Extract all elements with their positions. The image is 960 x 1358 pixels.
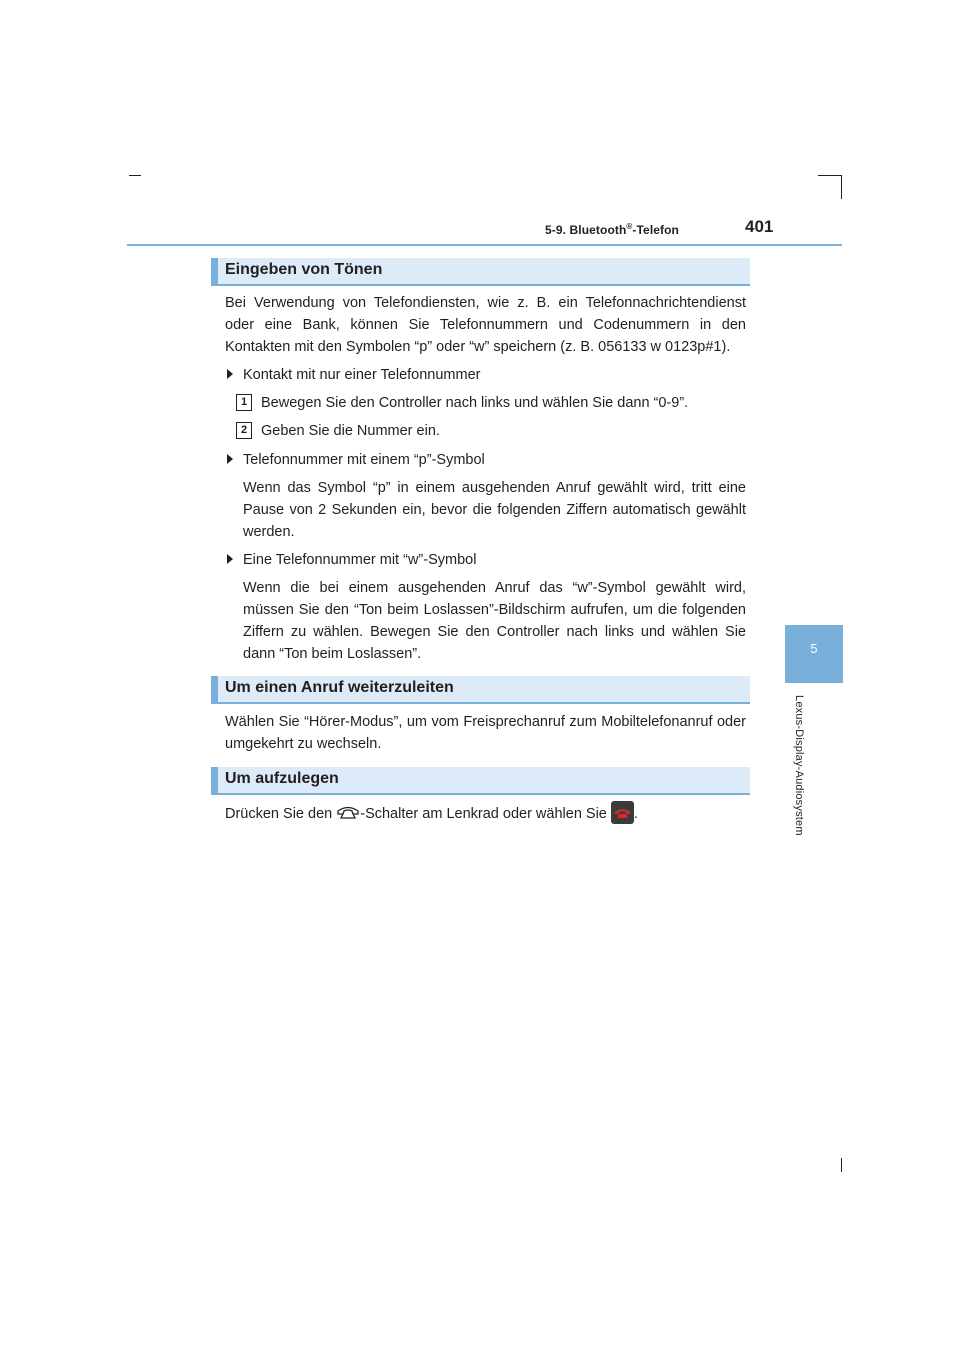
step-text: Geben Sie die Nummer ein. bbox=[261, 423, 440, 439]
bullet-triangle-icon bbox=[227, 454, 233, 464]
crop-mark bbox=[841, 1158, 842, 1172]
page-number: 401 bbox=[745, 217, 774, 236]
step-number-badge: 2 bbox=[236, 422, 252, 439]
hang-up-text-after: . bbox=[633, 806, 638, 822]
bullet-triangle-icon bbox=[227, 554, 233, 564]
crop-mark bbox=[129, 175, 141, 176]
step-number-badge: 1 bbox=[236, 394, 252, 411]
header-rule bbox=[127, 244, 842, 246]
chapter-number: 5 bbox=[810, 641, 818, 656]
section-heading-text: Um aufzulegen bbox=[225, 770, 339, 787]
hang-up-text-before: Drücken Sie den bbox=[225, 806, 337, 822]
step-text: Bewegen Sie den Controller nach links und wählen Sie dann “0-9”. bbox=[261, 395, 689, 411]
hang-up-text-middle: -Schalter am Lenkrad oder wählen Sie bbox=[360, 806, 611, 822]
section-heading-text: Eingeben von Tönen bbox=[225, 261, 383, 278]
bullet-title: Telefonnummer mit einem “p”-Symbol bbox=[243, 452, 485, 468]
forward-call-text: Wählen Sie “Hörer-Modus”, um vom Freisprechanruf zum Mobiltelefonanruf oder umgekehrt zu wechseln. bbox=[225, 714, 746, 752]
registered-mark: ® bbox=[626, 222, 633, 231]
bullet-w-symbol bbox=[227, 549, 476, 571]
bullet-title: Kontakt mit nur einer Telefonnummer bbox=[243, 367, 481, 383]
bullet-title: Eine Telefonnummer mit “w”-Symbol bbox=[243, 552, 477, 568]
running-header-section bbox=[545, 222, 679, 237]
bullet-text: Wenn das Symbol “p” in einem ausgehenden Anruf gewählt wird, tritt eine Pause von 2 Sekunden ein, bevor die folgenden Ziffern automatisch gewählt werden. bbox=[243, 480, 746, 540]
bullet-single-number bbox=[227, 364, 481, 386]
crop-mark bbox=[818, 175, 842, 176]
hang-up-icon bbox=[611, 801, 634, 824]
section-heading-hang-up bbox=[211, 767, 750, 795]
bullet-text: Wenn die bei einem ausgehenden Anruf das “w”-Symbol gewählt wird, müssen Sie den “Ton beim Loslassen”-Bildschirm aufrufen, um die folgenden Ziffern zu wählen. Bewegen Sie den Controller nach links und wählen Sie dann “Ton beim Loslassen”. bbox=[243, 580, 746, 662]
crop-mark bbox=[841, 175, 842, 199]
section-heading-text: Um einen Anruf weiterzuleiten bbox=[225, 679, 454, 696]
chapter-label: Lexus-Display-Audiosystem bbox=[793, 695, 805, 836]
section-prefix: 5-9. Bluetooth bbox=[545, 223, 627, 237]
section-heading-tones bbox=[211, 258, 750, 286]
bullet-triangle-icon bbox=[227, 369, 233, 379]
section-heading-forward-call bbox=[211, 676, 750, 704]
section-suffix: -Telefon bbox=[632, 223, 679, 237]
bullet-p-symbol bbox=[227, 449, 485, 471]
chapter-tab bbox=[785, 625, 843, 683]
phone-handset-icon bbox=[336, 805, 360, 819]
tones-intro: Bei Verwendung von Telefondiensten, wie z. B. ein Telefonnachrichtendienst oder eine Bank, können Sie Telefonnummern und Codenummern in den Kontakten mit den Symbolen “p” oder “w” speichern (z. B. 056133 w 0123p#1). bbox=[225, 295, 746, 355]
hang-up-text bbox=[225, 801, 638, 825]
